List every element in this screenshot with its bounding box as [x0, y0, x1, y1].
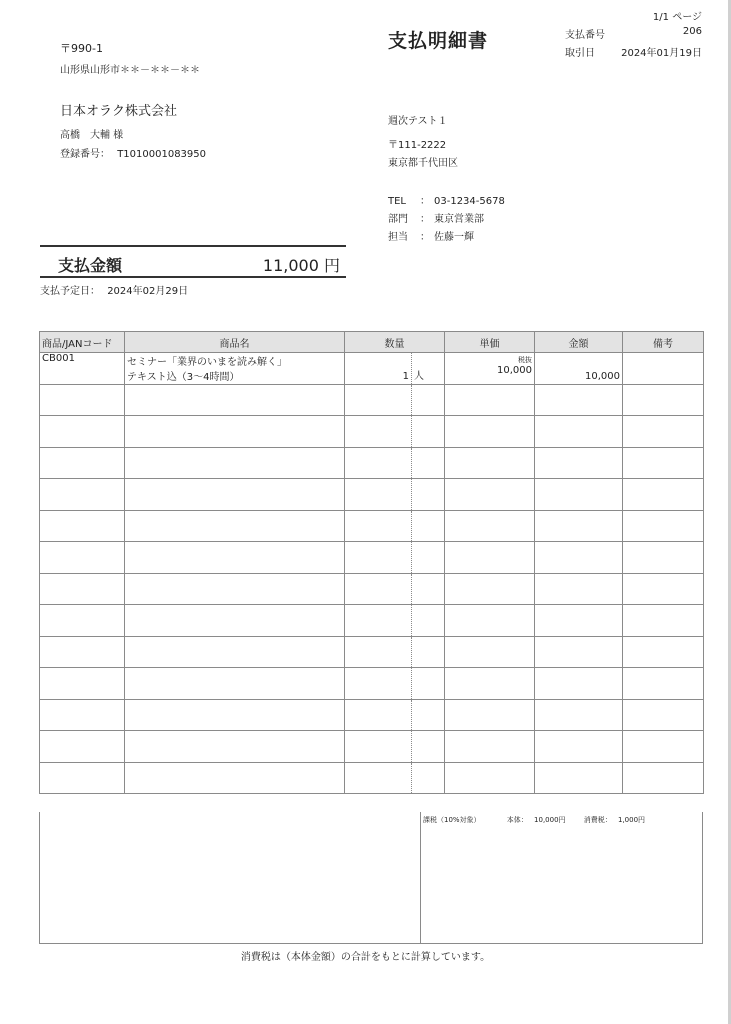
- col-header-name: 商品名: [125, 332, 345, 353]
- table-row: [40, 353, 704, 385]
- item-qty: [345, 447, 412, 479]
- item-code: [40, 510, 125, 542]
- tax-amount-value: 1,000円: [618, 816, 646, 824]
- item-note: [623, 479, 704, 511]
- item-price: [445, 668, 535, 700]
- table-row: [40, 573, 704, 605]
- item-name: [125, 573, 345, 605]
- item-unit: [412, 384, 445, 416]
- item-unit: [412, 447, 445, 479]
- item-amount: [535, 447, 623, 479]
- summary-divider: [420, 812, 421, 943]
- item-qty: [345, 731, 412, 763]
- issuer-address: 東京都千代田区: [388, 158, 458, 169]
- item-price: [445, 605, 535, 637]
- item-unit: [412, 636, 445, 668]
- payment-amount-value: 11,000 円: [262, 256, 340, 275]
- item-qty: [345, 762, 412, 794]
- table-row: [40, 416, 704, 448]
- item-unit: [412, 762, 445, 794]
- table-row: [40, 447, 704, 479]
- item-unit: [412, 479, 445, 511]
- item-price: [445, 762, 535, 794]
- item-note: [623, 573, 704, 605]
- item-qty: [345, 542, 412, 574]
- transaction-date-label: 取引日: [565, 48, 595, 59]
- table-row: [40, 542, 704, 574]
- item-qty: [345, 605, 412, 637]
- item-name: [125, 668, 345, 700]
- recipient-company: 日本オラク株式会社: [60, 104, 178, 119]
- item-name: [125, 353, 345, 385]
- item-note: [623, 731, 704, 763]
- issuer-name: 週次テスト１: [388, 116, 448, 127]
- item-price: [445, 731, 535, 763]
- item-unit: [412, 699, 445, 731]
- summary-box: [39, 812, 703, 944]
- item-code: [40, 762, 125, 794]
- item-unit: [412, 605, 445, 637]
- issuer-dept-row: [388, 210, 484, 225]
- table-row: [40, 668, 704, 700]
- payment-number-label: 支払番号: [565, 30, 605, 41]
- registration-label: 登録番号：: [60, 149, 110, 160]
- item-qty: [345, 510, 412, 542]
- col-header-code: 商品/JANコード: [40, 332, 125, 353]
- issuer-row-sep: ：: [420, 196, 430, 207]
- item-qty: [345, 636, 412, 668]
- item-qty: 1: [345, 353, 412, 385]
- issuer-row-value: 佐藤一輝: [434, 232, 474, 243]
- table-row: [40, 479, 704, 511]
- table-row: [40, 762, 704, 794]
- item-code: [40, 605, 125, 637]
- item-name: [125, 510, 345, 542]
- issuer-row-label: 担当: [388, 232, 408, 243]
- item-note: [623, 447, 704, 479]
- col-header-amount: 金額: [535, 332, 623, 353]
- item-qty: [345, 668, 412, 700]
- item-name: [125, 762, 345, 794]
- issuer-tel-row: [388, 192, 505, 207]
- col-header-qty: 数量: [345, 332, 445, 353]
- item-note: [623, 668, 704, 700]
- item-code: [40, 699, 125, 731]
- item-name-line2: テキスト込（3～4時間）: [127, 372, 240, 383]
- item-price: [445, 542, 535, 574]
- item-note: [623, 762, 704, 794]
- table-row: [40, 384, 704, 416]
- item-name: [125, 731, 345, 763]
- tax-excluded-label: 税抜: [518, 356, 532, 364]
- item-price: [445, 416, 535, 448]
- payment-number-value: 206: [682, 26, 702, 37]
- item-note: [623, 416, 704, 448]
- issuer-row-sep: ：: [420, 214, 430, 225]
- item-price: [445, 699, 535, 731]
- issuer-row-label: 部門: [388, 214, 408, 225]
- item-note: [623, 699, 704, 731]
- item-qty: [345, 479, 412, 511]
- item-amount: [535, 605, 623, 637]
- tax-base-label: 本体：: [506, 816, 528, 824]
- payment-due: [40, 282, 188, 297]
- tax-calculation-note: 消費税は（本体金額）の合計をもとに計算しています。: [240, 952, 491, 963]
- item-unit: [412, 542, 445, 574]
- item-price: [445, 384, 535, 416]
- item-amount: [535, 573, 623, 605]
- item-price: 10,000: [497, 365, 532, 376]
- items-table: [39, 331, 704, 794]
- item-price: [445, 447, 535, 479]
- item-name: [125, 447, 345, 479]
- table-header-row: [40, 332, 704, 353]
- table-row: [40, 731, 704, 763]
- issuer-row-label: TEL: [388, 196, 406, 207]
- item-amount: [535, 762, 623, 794]
- item-name: [125, 605, 345, 637]
- item-amount: [535, 542, 623, 574]
- col-header-note: 備考: [623, 332, 704, 353]
- item-name: [125, 699, 345, 731]
- item-note: [623, 605, 704, 637]
- transaction-date-value: 2024年01月19日: [621, 48, 702, 59]
- item-note: [623, 542, 704, 574]
- col-header-price: 単価: [445, 332, 535, 353]
- payment-due-value: 2024年02月29日: [107, 286, 189, 297]
- item-amount: [535, 384, 623, 416]
- item-unit: [412, 416, 445, 448]
- item-code: [40, 542, 125, 574]
- item-amount: 10,000: [535, 353, 623, 385]
- item-unit: [412, 510, 445, 542]
- item-code: [40, 479, 125, 511]
- item-price: [445, 573, 535, 605]
- item-qty: [345, 416, 412, 448]
- item-amount: [535, 416, 623, 448]
- item-amount: [535, 699, 623, 731]
- item-code: [40, 668, 125, 700]
- tax-summary: [423, 815, 703, 825]
- item-name: [125, 479, 345, 511]
- recipient-person: 高橋 大輔 様: [60, 130, 124, 141]
- item-code: [40, 416, 125, 448]
- item-unit: [412, 731, 445, 763]
- issuer-row-sep: ：: [420, 232, 430, 243]
- recipient-postal: 〒990-1: [60, 42, 103, 55]
- payment-amount-label: 支払金額: [58, 256, 123, 275]
- recipient-address: 山形県山形市＊＊－＊＊－＊＊: [60, 65, 200, 76]
- tax-amount-label: 消費税：: [583, 816, 612, 824]
- item-code: [40, 731, 125, 763]
- item-amount: [535, 636, 623, 668]
- item-note: [623, 353, 704, 385]
- item-price: [445, 510, 535, 542]
- item-amount: [535, 510, 623, 542]
- item-price: [445, 636, 535, 668]
- item-price-cell: [445, 353, 535, 385]
- item-price: [445, 479, 535, 511]
- issuer-staff-row: [388, 228, 474, 243]
- item-note: [623, 384, 704, 416]
- page-indicator: 1/1 ページ: [652, 12, 702, 23]
- table-row: [40, 510, 704, 542]
- tax-category: 課税（10%対象）: [423, 816, 481, 824]
- table-row: [40, 605, 704, 637]
- item-code: [40, 447, 125, 479]
- table-row: [40, 636, 704, 668]
- item-name: [125, 416, 345, 448]
- item-amount: [535, 668, 623, 700]
- item-qty: [345, 573, 412, 605]
- item-amount: [535, 731, 623, 763]
- payment-amount-box: [40, 245, 346, 278]
- issuer-row-value: 03-1234-5678: [434, 196, 505, 207]
- issuer-row-value: 東京営業部: [434, 214, 484, 225]
- item-name-line1: セミナー「業界のいまを読み解く」: [127, 357, 287, 368]
- item-note: [623, 510, 704, 542]
- item-unit: 人: [412, 353, 445, 385]
- item-code: CB001: [40, 353, 125, 385]
- item-name: [125, 636, 345, 668]
- item-name: [125, 542, 345, 574]
- item-note: [623, 636, 704, 668]
- item-code: [40, 384, 125, 416]
- item-qty: [345, 384, 412, 416]
- item-code: [40, 573, 125, 605]
- item-unit: [412, 573, 445, 605]
- issuer-postal: 〒111-2222: [388, 140, 447, 151]
- registration-value: T1010001083950: [117, 149, 207, 160]
- document-title: 支払明細書: [388, 30, 489, 52]
- table-row: [40, 699, 704, 731]
- item-code: [40, 636, 125, 668]
- tax-base-value: 10,000円: [534, 816, 566, 824]
- registration-number: [60, 145, 206, 160]
- item-name: [125, 384, 345, 416]
- item-unit: [412, 668, 445, 700]
- item-qty: [345, 699, 412, 731]
- item-amount: [535, 479, 623, 511]
- payment-due-label: 支払予定日：: [40, 286, 100, 297]
